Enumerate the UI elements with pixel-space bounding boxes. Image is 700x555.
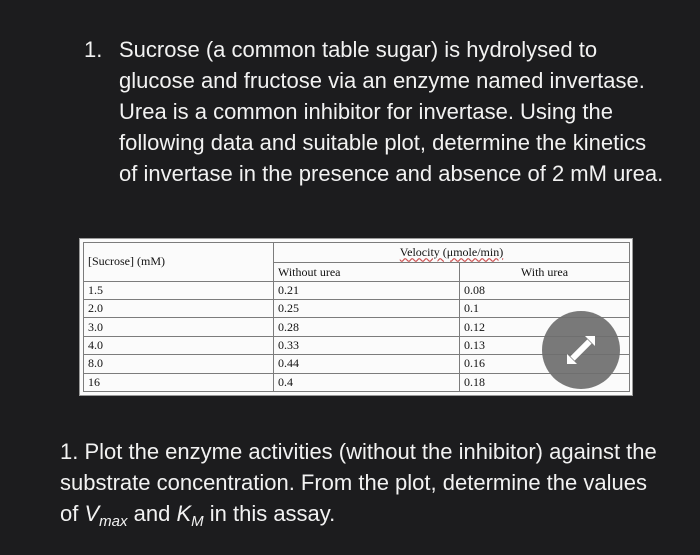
table-row (84, 300, 630, 318)
cell-without: 0.21 (274, 281, 460, 299)
expand-arrows-icon (561, 330, 601, 370)
cell-with: 0.1 (460, 300, 630, 318)
cell-without: 0.28 (274, 318, 460, 336)
cell-sucrose: 1.5 (84, 281, 274, 299)
question-text: Sucrose (a common table sugar) is hydrolysed to glucose and fructose via an enzyme named invertase. Urea is a common inhibitor for invertase. Using the following data and suitable plot, determine the kinetics of invertase in the presence and absence of 2 mM urea. (119, 37, 664, 186)
header-with-urea: With urea (460, 263, 630, 281)
cell-without: 0.25 (274, 300, 460, 318)
cell-without: 0.33 (274, 336, 460, 354)
cell-with: 0.12 (460, 318, 630, 336)
cell-sucrose: 8.0 (84, 355, 274, 373)
cell-sucrose: 2.0 (84, 300, 274, 318)
table-row (84, 373, 630, 391)
cell-sucrose: 3.0 (84, 318, 274, 336)
cell-with: 0.13 (460, 336, 630, 354)
cell-without: 0.4 (274, 373, 460, 391)
question-block (84, 34, 664, 189)
header-velocity: Velocity (μmole/min) (274, 243, 630, 263)
header-sucrose: [Sucrose] (mM) (84, 243, 274, 282)
cell-with: 0.08 (460, 281, 630, 299)
expand-image-button[interactable] (542, 311, 620, 389)
question-number: 1. (84, 37, 103, 62)
cell-sucrose: 16 (84, 373, 274, 391)
header-without-urea: Without urea (274, 263, 460, 281)
cell-without: 0.44 (274, 355, 460, 373)
cell-with: 0.16 (460, 355, 630, 373)
cell-with: 0.18 (460, 373, 630, 391)
subquestion-text: 1. Plot the enzyme activities (without the inhibitor) against the substrate concentration. From the plot, determine the values of $V_{max}$ and $K_M$ in this assay. (60, 439, 657, 530)
table-row (84, 281, 630, 299)
cell-sucrose: 4.0 (84, 336, 274, 354)
